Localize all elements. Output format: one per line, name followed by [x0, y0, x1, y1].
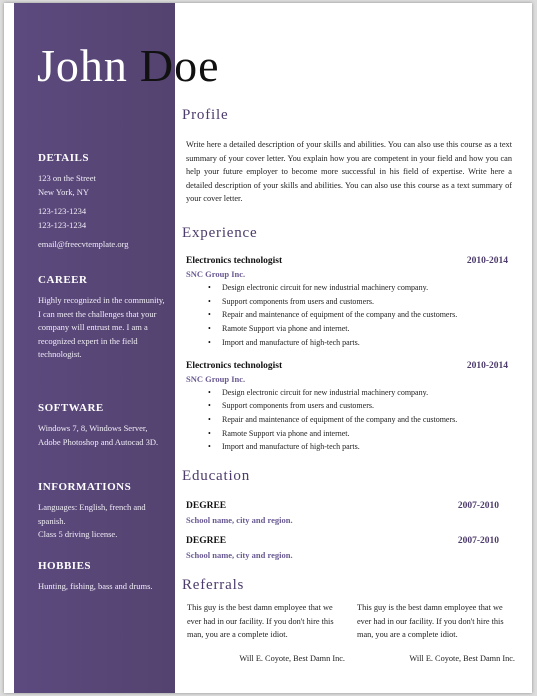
email: email@freecvtemplate.org	[38, 239, 129, 249]
hobbies-text: Hunting, fishing, bass and drums.	[38, 581, 153, 591]
career-title: CAREER	[38, 274, 88, 286]
duty-item: • Import and manufacture of high-tech parts.	[208, 336, 512, 350]
referral-2	[357, 601, 515, 663]
software-section	[38, 402, 166, 449]
duty-item: • Design electronic circuit for new industrial machinery company.	[208, 281, 512, 295]
company-name: SNC Group Inc.	[186, 269, 246, 279]
duty-item: • Support components from users and customers.	[208, 399, 512, 413]
duty-item: • Design electronic circuit for new industrial machinery company.	[208, 386, 512, 400]
career-section	[38, 274, 166, 362]
hobbies-title: HOBBIES	[38, 560, 92, 572]
first-name: John	[37, 40, 128, 91]
referral-signature: Will E. Coyote, Best Damn Inc.	[239, 653, 345, 663]
software-text: Windows 7, 8, Windows Server, Adobe Photoshop and Autocad 3D.	[38, 423, 159, 447]
experience-section	[182, 225, 512, 454]
resume-name	[37, 40, 220, 91]
profile-heading: Profile	[182, 107, 229, 123]
last-name: Doe	[139, 40, 220, 91]
profile-text: Write here a detailed description of your skills and abilities. You can also use this course as a text summary of your cover letter. You explain how you are competent in your field and how you can help your future employer to become more successful in his field of expertise. Write here a detailed description of your skills and abilities. You can also use this course as a text summary of your cover letter.	[186, 140, 512, 204]
referral-text: This guy is the best damn employee that we ever had in our facility. If you don't hire this man, you are a complete idiot.	[187, 603, 334, 640]
duty-item: • Ramote Support via phone and internet.	[208, 322, 512, 336]
degree: DEGREE	[186, 536, 227, 546]
degree: DEGREE	[186, 501, 227, 511]
duty-item: • Support components from users and customers.	[208, 295, 512, 309]
experience-heading: Experience	[182, 225, 258, 241]
education-item	[182, 501, 512, 525]
duty-item: • Import and manufacture of high-tech parts.	[208, 440, 512, 454]
job-1	[182, 256, 512, 350]
job-years: 2010-2014	[466, 256, 508, 266]
education-heading: Education	[182, 468, 251, 484]
details-section	[38, 152, 166, 252]
education-section	[182, 468, 512, 560]
duty-item: • Repair and maintenance of equipment of the company and the customers.	[208, 308, 512, 322]
duty-item: • Ramote Support via phone and internet.	[208, 427, 512, 441]
referrals-section	[182, 577, 512, 594]
phone-2: 123-123-1234	[38, 219, 87, 230]
school-name: School name, city and region.	[186, 550, 293, 560]
phone-1: 123-123-1234	[38, 206, 87, 216]
license: Class 5 driving license.	[38, 529, 118, 539]
software-title: SOFTWARE	[38, 402, 104, 414]
job-years: 2010-2014	[466, 360, 508, 371]
referrals-heading: Referrals	[182, 577, 245, 593]
hobbies-section	[38, 560, 166, 594]
job-title: Electronics technologist	[186, 360, 283, 371]
education-item	[182, 536, 512, 560]
referral-1	[187, 601, 345, 663]
job-2	[182, 361, 512, 455]
duties-list	[208, 281, 512, 350]
education-years: 2007-2010	[457, 501, 499, 511]
address-line-1: 123 on the Street	[38, 173, 96, 183]
education-years: 2007-2010	[457, 536, 499, 546]
duties-list	[208, 386, 512, 455]
company-name: SNC Group Inc.	[186, 373, 246, 384]
referral-text: This guy is the best damn employee that we ever had in our facility. If you don't hire this man, you are a complete idiot.	[357, 603, 504, 640]
languages: Languages: English, french and spanish.	[38, 502, 146, 526]
duty-item: • Repair and maintenance of equipment of the company and the customers.	[208, 413, 512, 427]
school-name: School name, city and region.	[186, 515, 293, 525]
address-line-2: New York, NY	[38, 186, 90, 197]
details-title: DETAILS	[38, 152, 89, 164]
profile-section	[182, 107, 512, 206]
informations-title: INFORMATIONS	[38, 481, 132, 493]
job-title: Electronics technologist	[186, 256, 283, 266]
informations-section	[38, 481, 166, 542]
career-text: Highly recognized in the community, I can meet the challenges that your company will entrust me. I am a recognized expert in the field technologist.	[38, 295, 165, 359]
resume-page	[4, 3, 532, 693]
referral-signature: Will E. Coyote, Best Damn Inc.	[409, 653, 515, 663]
